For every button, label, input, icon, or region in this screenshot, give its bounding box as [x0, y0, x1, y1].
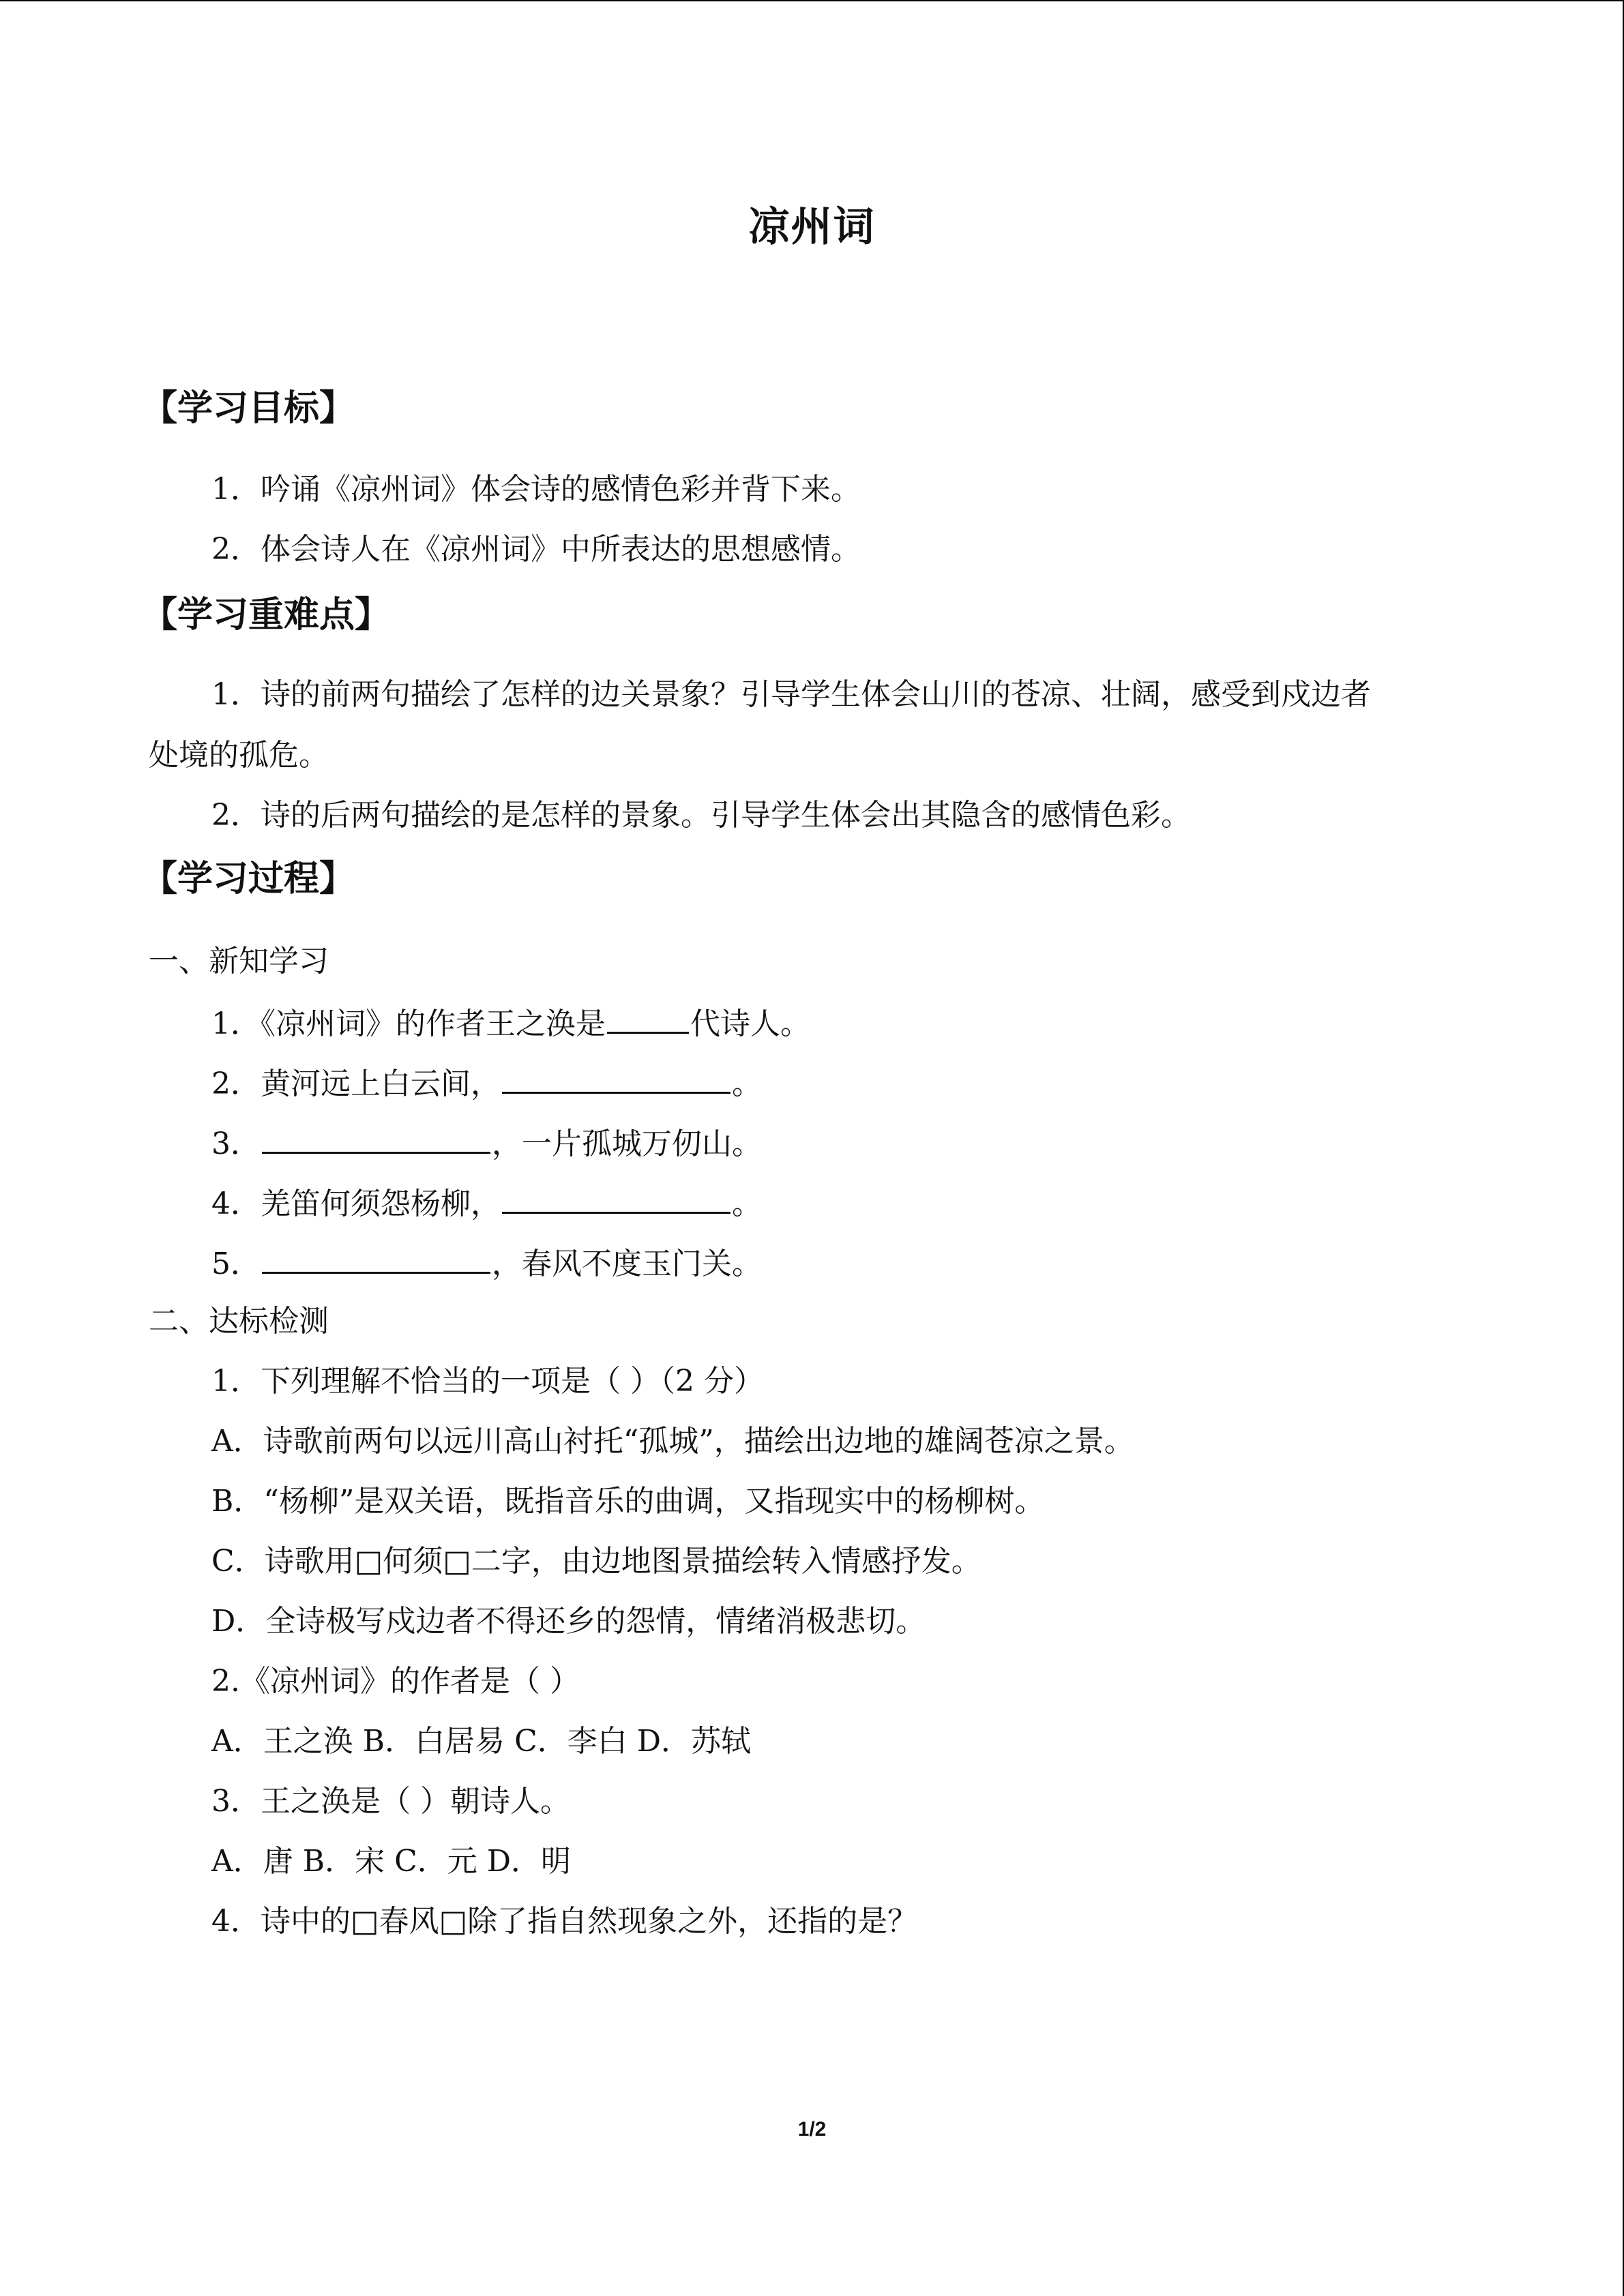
fill-question-4-text: 4．羌笛何须怨杨柳， [211, 1187, 501, 1221]
fill-question-2-text: 2．黄河远上白云间， [211, 1067, 501, 1101]
fill-question-4 [211, 1184, 762, 1222]
answer-blank[interactable] [502, 1064, 730, 1094]
fill-question-1-suffix: 代诗人。 [690, 1007, 810, 1041]
fill-question-5-suffix: ，春风不度玉门关。 [492, 1247, 762, 1281]
test-question-2: 2.《凉州词》的作者是（ ） [211, 1664, 580, 1699]
test-question-4: 4．诗中的□春风□除了指自然现象之外，还指的是？ [211, 1904, 918, 1939]
objective-item-1: 1．吟诵《凉州词》体会诗的感情色彩并背下来。 [211, 472, 861, 507]
fill-question-5-text: 5． [211, 1247, 261, 1281]
part2-title: 二、达标检测 [149, 1304, 329, 1339]
key-points-heading: 【学习重难点】 [142, 594, 391, 636]
test-question-2-options: A．王之涣 B．白居易 C．李白 D．苏轼 [211, 1724, 752, 1759]
key-point-1-line-1: 1．诗的前两句描绘了怎样的边关景象？引导学生体会山川的苍凉、壮阔，感受到戍边者 [211, 677, 1371, 712]
test-question-3-options: A．唐 B．宋 C．元 D．明 [211, 1844, 572, 1879]
fill-question-3-suffix: ，一片孤城万仞山。 [492, 1127, 762, 1161]
answer-blank[interactable] [607, 1004, 689, 1034]
part1-title: 一、新知学习 [149, 944, 329, 979]
fill-question-2 [211, 1064, 762, 1102]
key-point-2: 2．诗的后两句描绘的是怎样的景象。引导学生体会出其隐含的感情色彩。 [211, 798, 1191, 833]
test-question-1-option-a: A．诗歌前两句以远川高山衬托“孤城”，描绘出边地的雄阔苍凉之景。 [211, 1424, 1134, 1459]
test-question-1-option-d: D．全诗极写戍边者不得还乡的怨情，情绪消极悲切。 [211, 1604, 926, 1639]
test-question-3: 3．王之涣是（ ）朝诗人。 [211, 1784, 570, 1819]
fill-question-4-suffix: 。 [732, 1187, 762, 1221]
answer-blank[interactable] [262, 1244, 490, 1274]
objective-item-2: 2．体会诗人在《凉州词》中所表达的思想感情。 [211, 532, 861, 567]
answer-blank[interactable] [262, 1124, 490, 1154]
fill-question-1 [211, 1004, 810, 1042]
fill-question-5 [211, 1244, 762, 1282]
process-heading: 【学习过程】 [142, 858, 355, 899]
page-number: 1/2 [797, 2118, 827, 2141]
fill-question-3 [211, 1124, 762, 1162]
document-title: 凉州词 [748, 203, 876, 251]
key-point-1-line-2: 处境的孤危。 [149, 738, 329, 773]
objectives-heading: 【学习目标】 [142, 387, 355, 429]
test-question-1: 1．下列理解不恰当的一项是（ ）（2 分） [211, 1364, 764, 1399]
test-question-1-option-c: C．诗歌用□何须□二字，由边地图景描绘转入情感抒发。 [211, 1544, 981, 1579]
fill-question-2-suffix: 。 [732, 1067, 762, 1101]
fill-question-3-text: 3． [211, 1127, 261, 1161]
fill-question-1-text: 1．《凉州词》的作者王之涣是 [211, 1007, 606, 1041]
test-question-1-option-b: B．“杨柳”是双关语，既指音乐的曲调，又指现实中的杨柳树。 [211, 1484, 1045, 1519]
answer-blank[interactable] [502, 1184, 730, 1214]
